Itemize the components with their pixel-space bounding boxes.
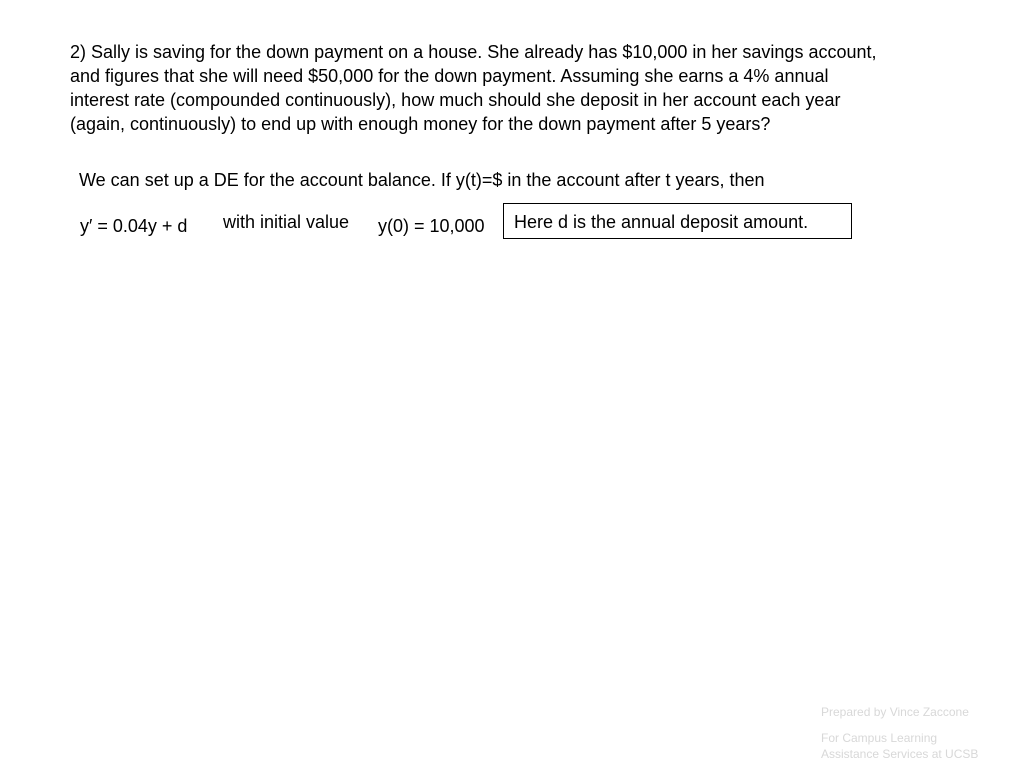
initial-condition: y(0) = 10,000	[378, 216, 485, 236]
footer-affiliation-line: For Campus Learning	[821, 731, 938, 745]
footer-affiliation-line: Assistance Services at UCSB	[821, 747, 979, 761]
footer-affiliation	[821, 730, 978, 762]
problem-line: and figures that she will need $50,000 for the down payment. Assuming she earns a 4% annual	[70, 66, 829, 86]
differential-equation: y′ = 0.04y + d	[80, 216, 188, 236]
initial-value-label: with initial value	[223, 212, 350, 232]
footer-credit: Prepared by Vince Zaccone	[821, 705, 969, 719]
problem-line: (again, continuously) to end up with enough money for the down payment after 5 years?	[70, 114, 771, 134]
note-text: Here d is the annual deposit amount.	[514, 212, 809, 232]
problem-line: 2) Sally is saving for the down payment on a house. She already has $10,000 in her savings account,	[70, 42, 877, 62]
setup-text: We can set up a DE for the account balance. If y(t)=$ in the account after t years, then	[79, 170, 765, 190]
problem-line: interest rate (compounded continuously), how much should she deposit in her account each year	[70, 90, 841, 110]
problem-statement	[70, 40, 990, 136]
note-box	[503, 203, 852, 239]
